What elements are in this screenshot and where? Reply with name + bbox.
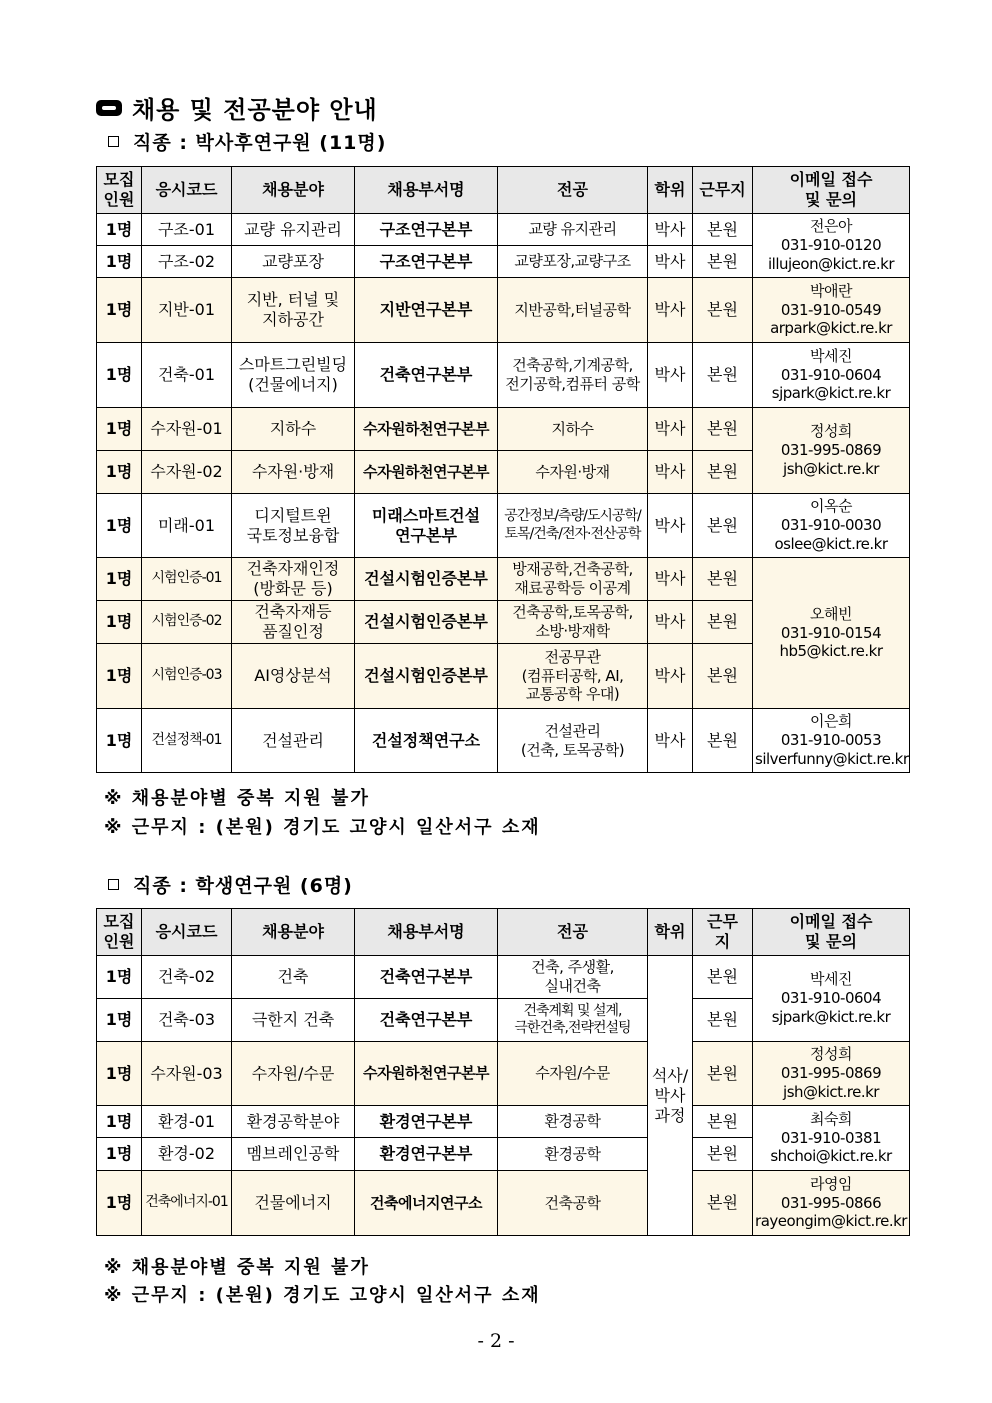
table-header-row bbox=[97, 167, 910, 214]
major: 건축공학,기계공학, 전기공학,컴퓨터 공학 bbox=[498, 343, 648, 408]
work-location: 본원 bbox=[693, 999, 753, 1042]
recruit-count: 1명 bbox=[97, 709, 142, 773]
major: 교량포장,교량구조 bbox=[498, 246, 648, 278]
column-header: 근무 지 bbox=[693, 909, 753, 956]
recruit-count: 1명 bbox=[97, 956, 142, 999]
work-location: 본원 bbox=[693, 1138, 753, 1171]
recruit-count: 1명 bbox=[97, 278, 142, 343]
major: 환경공학 bbox=[498, 1106, 648, 1138]
department-name: 환경연구본부 bbox=[355, 1106, 498, 1138]
column-header: 전공 bbox=[498, 909, 648, 956]
degree: 석사/ 박사 과정 bbox=[648, 956, 693, 1236]
degree: 박사 bbox=[648, 214, 693, 246]
contact-info: 오해빈 031-910-0154 hb5@kict.re.kr bbox=[753, 558, 910, 709]
recruit-field: 극한지 건축 bbox=[232, 999, 355, 1042]
department-name: 건축연구본부 bbox=[355, 343, 498, 408]
recruit-field: 건물에너지 bbox=[232, 1171, 355, 1236]
contact-info: 박애란 031-910-0549 arpark@kict.re.kr bbox=[753, 278, 910, 343]
application-code: 지반-01 bbox=[142, 278, 232, 343]
recruit-field: 지반, 터널 및 지하공간 bbox=[232, 278, 355, 343]
checkbox-bullet-icon bbox=[108, 879, 119, 890]
department-name: 구조연구본부 bbox=[355, 246, 498, 278]
major: 방재공학,건축공학, 재료공학등 이공계 bbox=[498, 558, 648, 601]
table-row bbox=[97, 956, 910, 999]
degree: 박사 bbox=[648, 558, 693, 601]
application-code: 시험인증-03 bbox=[142, 644, 232, 709]
recruit-field: 수자원/수문 bbox=[232, 1042, 355, 1106]
recruit-count: 1명 bbox=[97, 451, 142, 494]
recruit-count: 1명 bbox=[97, 558, 142, 601]
work-location: 본원 bbox=[693, 644, 753, 709]
recruit-field: 디지털트윈 국토정보융합 bbox=[232, 494, 355, 558]
table-row bbox=[97, 343, 910, 408]
recruit-field: 건축자재등 품질인정 bbox=[232, 601, 355, 644]
application-code: 수자원-03 bbox=[142, 1042, 232, 1106]
column-header: 모집 인원 bbox=[97, 167, 142, 214]
work-location: 본원 bbox=[693, 214, 753, 246]
department-name: 건설시험인증본부 bbox=[355, 558, 498, 601]
major: 공간정보/측량/도시공학/ 토목/건축/전자·전산공학 bbox=[498, 494, 648, 558]
section2-heading: 직종 : 학생연구원 (6명) bbox=[108, 871, 353, 898]
application-code: 환경-01 bbox=[142, 1106, 232, 1138]
department-name: 지반연구본부 bbox=[355, 278, 498, 343]
table-row bbox=[97, 1042, 910, 1106]
application-code: 미래-01 bbox=[142, 494, 232, 558]
column-header: 전공 bbox=[498, 167, 648, 214]
column-header: 채용부서명 bbox=[355, 909, 498, 956]
major: 건축계획 및 설계, 극한건축,전략컨설팅 bbox=[498, 999, 648, 1042]
column-header: 응시코드 bbox=[142, 909, 232, 956]
recruit-field: 환경공학분야 bbox=[232, 1106, 355, 1138]
table-row bbox=[97, 494, 910, 558]
application-code: 구조-01 bbox=[142, 214, 232, 246]
table-row bbox=[97, 214, 910, 246]
degree: 박사 bbox=[648, 494, 693, 558]
application-code: 건축-03 bbox=[142, 999, 232, 1042]
degree: 박사 bbox=[648, 601, 693, 644]
recruit-field: 지하수 bbox=[232, 408, 355, 451]
recruit-count: 1명 bbox=[97, 1106, 142, 1138]
work-location: 본원 bbox=[693, 246, 753, 278]
application-code: 시험인증-01 bbox=[142, 558, 232, 601]
recruit-field: 교량 유지관리 bbox=[232, 214, 355, 246]
column-header: 학위 bbox=[648, 909, 693, 956]
work-location: 본원 bbox=[693, 451, 753, 494]
recruit-field: 멤브레인공학 bbox=[232, 1138, 355, 1171]
application-code: 수자원-01 bbox=[142, 408, 232, 451]
work-location: 본원 bbox=[693, 1171, 753, 1236]
column-header: 응시코드 bbox=[142, 167, 232, 214]
department-name: 건축연구본부 bbox=[355, 999, 498, 1042]
major: 전공무관 (컴퓨터공학, AI, 교통공학 우대) bbox=[498, 644, 648, 709]
checkbox-bullet-icon bbox=[108, 136, 119, 147]
department-name: 미래스마트건설 연구본부 bbox=[355, 494, 498, 558]
application-code: 환경-02 bbox=[142, 1138, 232, 1171]
table-row bbox=[97, 709, 910, 773]
application-code: 시험인증-02 bbox=[142, 601, 232, 644]
work-location: 본원 bbox=[693, 494, 753, 558]
department-name: 수자원하천연구본부 bbox=[355, 451, 498, 494]
degree: 박사 bbox=[648, 246, 693, 278]
student-table bbox=[96, 908, 910, 1236]
recruit-count: 1명 bbox=[97, 601, 142, 644]
recruit-field: 건축자재인정 (방화문 등) bbox=[232, 558, 355, 601]
recruit-field: 수자원·방재 bbox=[232, 451, 355, 494]
application-code: 건설정책-01 bbox=[142, 709, 232, 773]
recruit-count: 1명 bbox=[97, 644, 142, 709]
department-name: 건축에너지연구소 bbox=[355, 1171, 498, 1236]
table-row bbox=[97, 408, 910, 451]
contact-info: 박세진 031-910-0604 sjpark@kict.re.kr bbox=[753, 343, 910, 408]
major: 건설관리 (건축, 토목공학) bbox=[498, 709, 648, 773]
column-header: 이메일 접수 및 문의 bbox=[753, 909, 910, 956]
department-name: 구조연구본부 bbox=[355, 214, 498, 246]
major: 환경공학 bbox=[498, 1138, 648, 1171]
degree: 박사 bbox=[648, 408, 693, 451]
application-code: 건축-01 bbox=[142, 343, 232, 408]
page-title bbox=[96, 90, 378, 125]
major: 수자원·방재 bbox=[498, 451, 648, 494]
department-name: 건설시험인증본부 bbox=[355, 601, 498, 644]
work-location: 본원 bbox=[693, 709, 753, 773]
department-name: 수자원하천연구본부 bbox=[355, 408, 498, 451]
note-2: ※ 근무지 : (본원) 경기도 고양시 일산서구 소재 bbox=[104, 817, 541, 838]
degree: 박사 bbox=[648, 644, 693, 709]
contact-info: 라영임 031-995-0866 rayeongim@kict.re.kr bbox=[753, 1171, 910, 1236]
work-location: 본원 bbox=[693, 558, 753, 601]
recruit-count: 1명 bbox=[97, 343, 142, 408]
note-1: ※ 채용분야별 중복 지원 불가 bbox=[104, 788, 370, 809]
contact-info: 전은아 031-910-0120 illujeon@kict.re.kr bbox=[753, 214, 910, 278]
application-code: 구조-02 bbox=[142, 246, 232, 278]
recruit-field: 교량포장 bbox=[232, 246, 355, 278]
degree: 박사 bbox=[648, 343, 693, 408]
work-location: 본원 bbox=[693, 278, 753, 343]
major: 지반공학,터널공학 bbox=[498, 278, 648, 343]
column-header: 채용분야 bbox=[232, 909, 355, 956]
degree: 박사 bbox=[648, 451, 693, 494]
note-4: ※ 근무지 : (본원) 경기도 고양시 일산서구 소재 bbox=[104, 1285, 541, 1306]
recruit-field: 건축 bbox=[232, 956, 355, 999]
contact-info: 정성희 031-995-0869 jsh@kict.re.kr bbox=[753, 1042, 910, 1106]
postdoc-table bbox=[96, 166, 910, 773]
department-name: 건축연구본부 bbox=[355, 956, 498, 999]
link-icon bbox=[96, 100, 122, 116]
table-header-row bbox=[97, 909, 910, 956]
major: 교량 유지관리 bbox=[498, 214, 648, 246]
department-name: 건설시험인증본부 bbox=[355, 644, 498, 709]
major: 건축, 주생활, 실내건축 bbox=[498, 956, 648, 999]
department-name: 환경연구본부 bbox=[355, 1138, 498, 1171]
work-location: 본원 bbox=[693, 408, 753, 451]
application-code: 건축-02 bbox=[142, 956, 232, 999]
major: 건축공학,토목공학, 소방·방재학 bbox=[498, 601, 648, 644]
column-header: 채용부서명 bbox=[355, 167, 498, 214]
department-name: 건설정책연구소 bbox=[355, 709, 498, 773]
work-location: 본원 bbox=[693, 601, 753, 644]
major: 건축공학 bbox=[498, 1171, 648, 1236]
table-row bbox=[97, 278, 910, 343]
recruit-count: 1명 bbox=[97, 1042, 142, 1106]
work-location: 본원 bbox=[693, 956, 753, 999]
page-number: - 2 - bbox=[477, 1330, 515, 1352]
degree: 박사 bbox=[648, 709, 693, 773]
work-location: 본원 bbox=[693, 343, 753, 408]
table-row bbox=[97, 1171, 910, 1236]
column-header: 학위 bbox=[648, 167, 693, 214]
recruit-count: 1명 bbox=[97, 1171, 142, 1236]
major: 수자원/수문 bbox=[498, 1042, 648, 1106]
section1-heading: 직종 : 박사후연구원 (11명) bbox=[108, 128, 386, 155]
recruit-count: 1명 bbox=[97, 494, 142, 558]
work-location: 본원 bbox=[693, 1106, 753, 1138]
contact-info: 이옥순 031-910-0030 oslee@kict.re.kr bbox=[753, 494, 910, 558]
recruit-field: 건설관리 bbox=[232, 709, 355, 773]
column-header: 근무지 bbox=[693, 167, 753, 214]
recruit-count: 1명 bbox=[97, 999, 142, 1042]
contact-info: 정성희 031-995-0869 jsh@kict.re.kr bbox=[753, 408, 910, 494]
page-title-text: 채용 및 전공분야 안내 bbox=[132, 96, 378, 124]
major: 지하수 bbox=[498, 408, 648, 451]
department-name: 수자원하천연구본부 bbox=[355, 1042, 498, 1106]
application-code: 건축에너지-01 bbox=[142, 1171, 232, 1236]
contact-info: 이은희 031-910-0053 silverfunny@kict.re.kr bbox=[753, 709, 910, 773]
contact-info: 최숙희 031-910-0381 shchoi@kict.re.kr bbox=[753, 1106, 910, 1171]
recruit-count: 1명 bbox=[97, 214, 142, 246]
recruit-count: 1명 bbox=[97, 1138, 142, 1171]
recruit-field: 스마트그린빌딩 (건물에너지) bbox=[232, 343, 355, 408]
column-header: 채용분야 bbox=[232, 167, 355, 214]
table-row bbox=[97, 558, 910, 601]
degree: 박사 bbox=[648, 278, 693, 343]
recruit-count: 1명 bbox=[97, 246, 142, 278]
recruit-field: AI영상분석 bbox=[232, 644, 355, 709]
work-location: 본원 bbox=[693, 1042, 753, 1106]
note-3: ※ 채용분야별 중복 지원 불가 bbox=[104, 1257, 370, 1278]
column-header: 이메일 접수 및 문의 bbox=[753, 167, 910, 214]
column-header: 모집 인원 bbox=[97, 909, 142, 956]
table-row bbox=[97, 1106, 910, 1138]
recruit-count: 1명 bbox=[97, 408, 142, 451]
contact-info: 박세진 031-910-0604 sjpark@kict.re.kr bbox=[753, 956, 910, 1042]
application-code: 수자원-02 bbox=[142, 451, 232, 494]
